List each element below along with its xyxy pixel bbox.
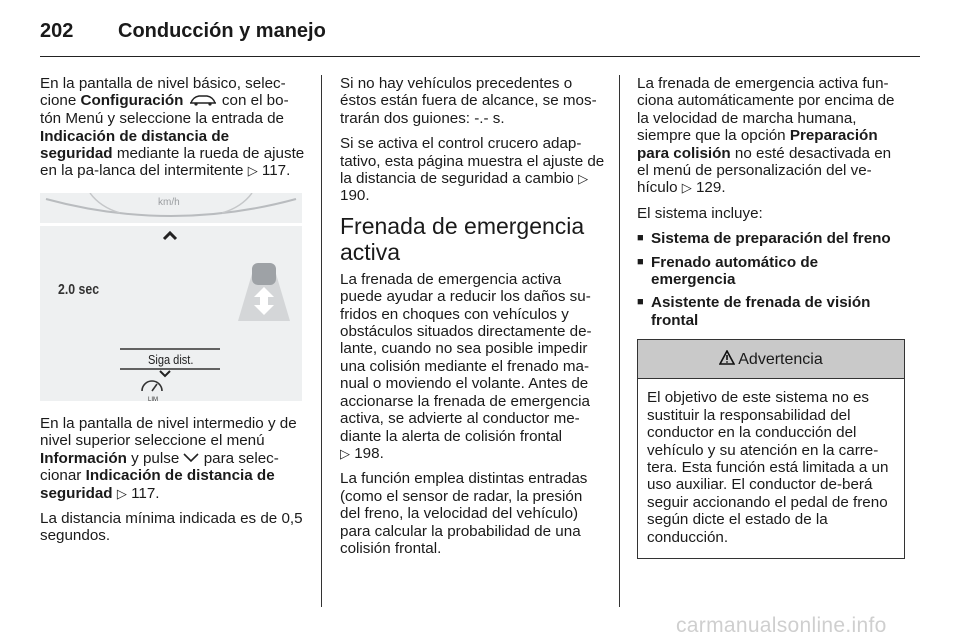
list-item: ■ Frenado automático de emergencia: [637, 254, 905, 289]
warning-text: El objetivo de este sistema no es sustituir la responsabilidad del conductor en la conducción del vehículo y su atención en la carre-tera. Esta función está limitada a un uso auxiliar. El conductor de-berá seguir accionando el pedal de freno según dicte el estado de la conducción.: [647, 389, 889, 546]
lim-label: LIM: [148, 396, 159, 401]
menu-term: Indicación de distancia de seguridad: [40, 467, 275, 502]
warning-title: Advertencia: [738, 350, 823, 368]
reference-arrow-icon: ▷: [116, 485, 127, 501]
reference-arrow-icon: ▷: [681, 180, 692, 196]
paragraph: Si no hay vehículos precedentes o éstos están fuera de alcance, se mos-trarán dos guiones: -.- s.: [340, 75, 597, 127]
section-heading: Frenada de emergencia activa: [340, 212, 585, 265]
system-list: [637, 230, 905, 329]
column-1: [40, 75, 305, 553]
page-reference: 117.: [261, 162, 291, 180]
follow-distance-button: Siga dist.: [148, 351, 194, 367]
warning-box: [637, 339, 905, 559]
paragraph: En la pantalla de nivel intermedio y de nivel superior seleccione el menú Información y pulse para selec-cionar Indicación de distancia de seguridad ▷ 117.: [40, 414, 297, 502]
reference-arrow-icon: ▷: [247, 163, 258, 179]
chevron-down-icon: [183, 450, 199, 467]
column-2: [340, 75, 605, 565]
warning-header: [638, 340, 904, 379]
paragraph: La frenada de emergencia activa fun-ciona automáticamente por encima de la velocidad de marcha humana, siempre que la opción Preparación para colisión no esté desactivada en el menú de personalización del ve-hículo ▷ 129.: [637, 75, 895, 197]
list-item: ■ Sistema de preparación del freno: [637, 230, 905, 247]
page-number: 202: [40, 20, 74, 42]
page-reference: 117.: [131, 484, 160, 502]
page-reference: 190.: [340, 187, 370, 205]
paragraph: El sistema incluye:: [637, 204, 763, 222]
paragraph: La función emplea distintas entradas (como el sensor de radar, la presión del freno, la velocidad del vehículo) para calcular la probabilidad de una colisión frontal.: [340, 470, 588, 557]
paragraph: En la pantalla de nivel básico, selec-cione Configuración con el bo-tón Menú y seleccione la entrada de Indicación de distancia de seguridad mediante la rueda de ajuste en la pa-lanca del intermitente ▷ 117.: [40, 75, 305, 180]
page-reference: 129.: [695, 179, 726, 197]
menu-term: Información: [40, 449, 127, 467]
reference-arrow-icon: ▷: [578, 171, 589, 187]
reference-arrow-icon: ▷: [340, 445, 350, 461]
display-figure: [40, 193, 302, 401]
paragraph: Si se activa el control crucero adap-tativo, esta página muestra el ajuste de la distancia de seguridad a cambio ▷ 190.: [340, 135, 605, 205]
distance-value: 2.0 sec: [58, 280, 100, 298]
paragraph: La distancia mínima indicada es de 0,5 segundos.: [40, 510, 303, 545]
menu-term: Indicación de distancia de seguridad: [40, 127, 230, 162]
car-settings-icon: [188, 93, 218, 110]
watermark-text: carmanualsonline.info: [676, 614, 887, 637]
warning-triangle-icon: [719, 350, 735, 369]
column-divider: [619, 75, 620, 607]
menu-term: Preparación para colisión: [637, 127, 878, 162]
menu-term: Configuración: [80, 92, 184, 110]
column-divider: [321, 75, 322, 607]
page-title: Conducción y manejo: [118, 20, 326, 42]
list-item: ■ Asistente de frenada de visión frontal: [637, 294, 905, 329]
page-reference: 198.: [354, 444, 384, 462]
page-header: [40, 18, 920, 57]
speed-unit-label: km/h: [158, 196, 180, 208]
column-3: [637, 75, 905, 559]
paragraph: La frenada de emergencia activa puede ayudar a reducir los daños su-fridos en choques con vehículos y obstáculos situados directamente de-lante, cuando no sea posible impedir una colisión mediante el frenado ma-nual o moviendo el volante. Antes de accionarse la frenada de emergencia activa, se advierte al conductor me-diante la alerta de colisión frontal ▷ 198.: [340, 270, 592, 462]
